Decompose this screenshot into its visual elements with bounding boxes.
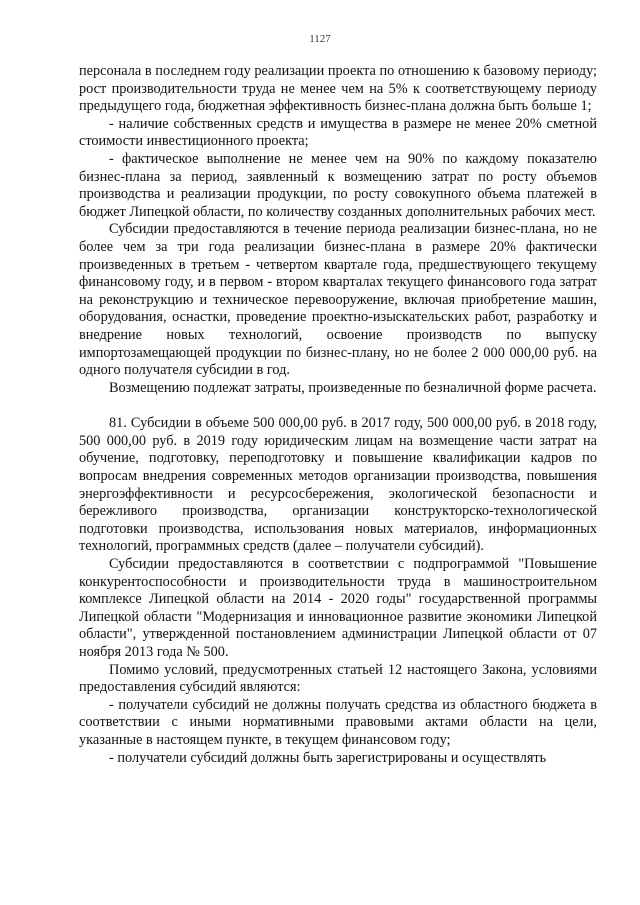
paragraph-8: Помимо условий, предусмотренных статьей 12 настоящего Закона, условиями предоставления субсидий являются: (79, 661, 597, 696)
page-number: 1127 (309, 33, 331, 45)
paragraph-4: Субсидии предоставляются в течение периода реализации бизнес-плана, но не более чем за три года реализации бизнес-плана в размере 20% фактически произведенных в третьем - четвертом квартале года, предшествующего текущему финансовому году, и в первом - втором кварталах текущего финансового года затрат на реконструкцию и техническое перевооружение, включая приобретение машин, оборудования, оснастки, проведение проектно-изыскательских работ, разработку и внедрение новых технологий, освоение производств по выпуску импортозамещающей продукции по бизнес-плану, но не более 2 000 000,00 руб. на одного получателя субсидии в год. (79, 221, 597, 379)
paragraph-9: - получатели субсидий не должны получать средства из областного бюджета в соответствии с иными нормативными правовыми актами области на цели, указанные в настоящем пункте, в текущем финансовом году; (79, 696, 597, 748)
paragraph-3: - фактическое выполнение не менее чем на 90% по каждому показателю бизнес-плана за период, заявленный к возмещению затрат по росту объемов производства и реализации продукции, по росту совокупного объема платежей в бюджет Липецкой области, по количеству созданных дополнительных рабочих мест. (79, 150, 597, 220)
paragraph-5: Возмещению подлежат затраты, произведенные по безналичной форме расчета. (109, 379, 597, 396)
paragraph-1: персонала в последнем году реализации проекта по отношению к базовому периоду; рост производительности труда не менее чем на 5% к соответствующему периоду предыдущего года, бюджетная эффективность бизнес-плана должна быть больше 1; (79, 63, 597, 115)
paragraph-10: - получатели субсидий должны быть зарегистрированы и осуществлять (109, 749, 547, 766)
paragraph-spacer (79, 397, 597, 415)
paragraph-6: 81. Субсидии в объеме 500 000,00 руб. в 2017 году, 500 000,00 руб. в 2018 году, 500 000,00 руб. в 2019 году юридическим лицам на возмещение части затрат на обучение, подготовку, переподготовку и повышение квалификации кадров по вопросам внедрения современных методов организации производства, повышения энергоэффективности и ресурсосбережения, экологической безопасности и бережливого производства, организации конструкторско-технологической подготовки производства, использования новых материалов, информационных технологий, программных средств (далее – получатели субсидий). (79, 415, 597, 555)
paragraph-2: - наличие собственных средств и имущества в размере не менее 20% сметной стоимости инвестиционного проекта; (79, 115, 597, 150)
document-body (79, 63, 597, 767)
paragraph-7: Субсидии предоставляются в соответствии с подпрограммой "Повышение конкурентоспособности и производительности труда в машиностроительном комплексе Липецкой области на 2014 - 2020 годы" государственной программы Липецкой области "Модернизация и инновационное развитие экономики Липецкой области", утвержденной постановлением администрации Липецкой области от 07 ноября 2013 года № 500. (79, 556, 597, 660)
